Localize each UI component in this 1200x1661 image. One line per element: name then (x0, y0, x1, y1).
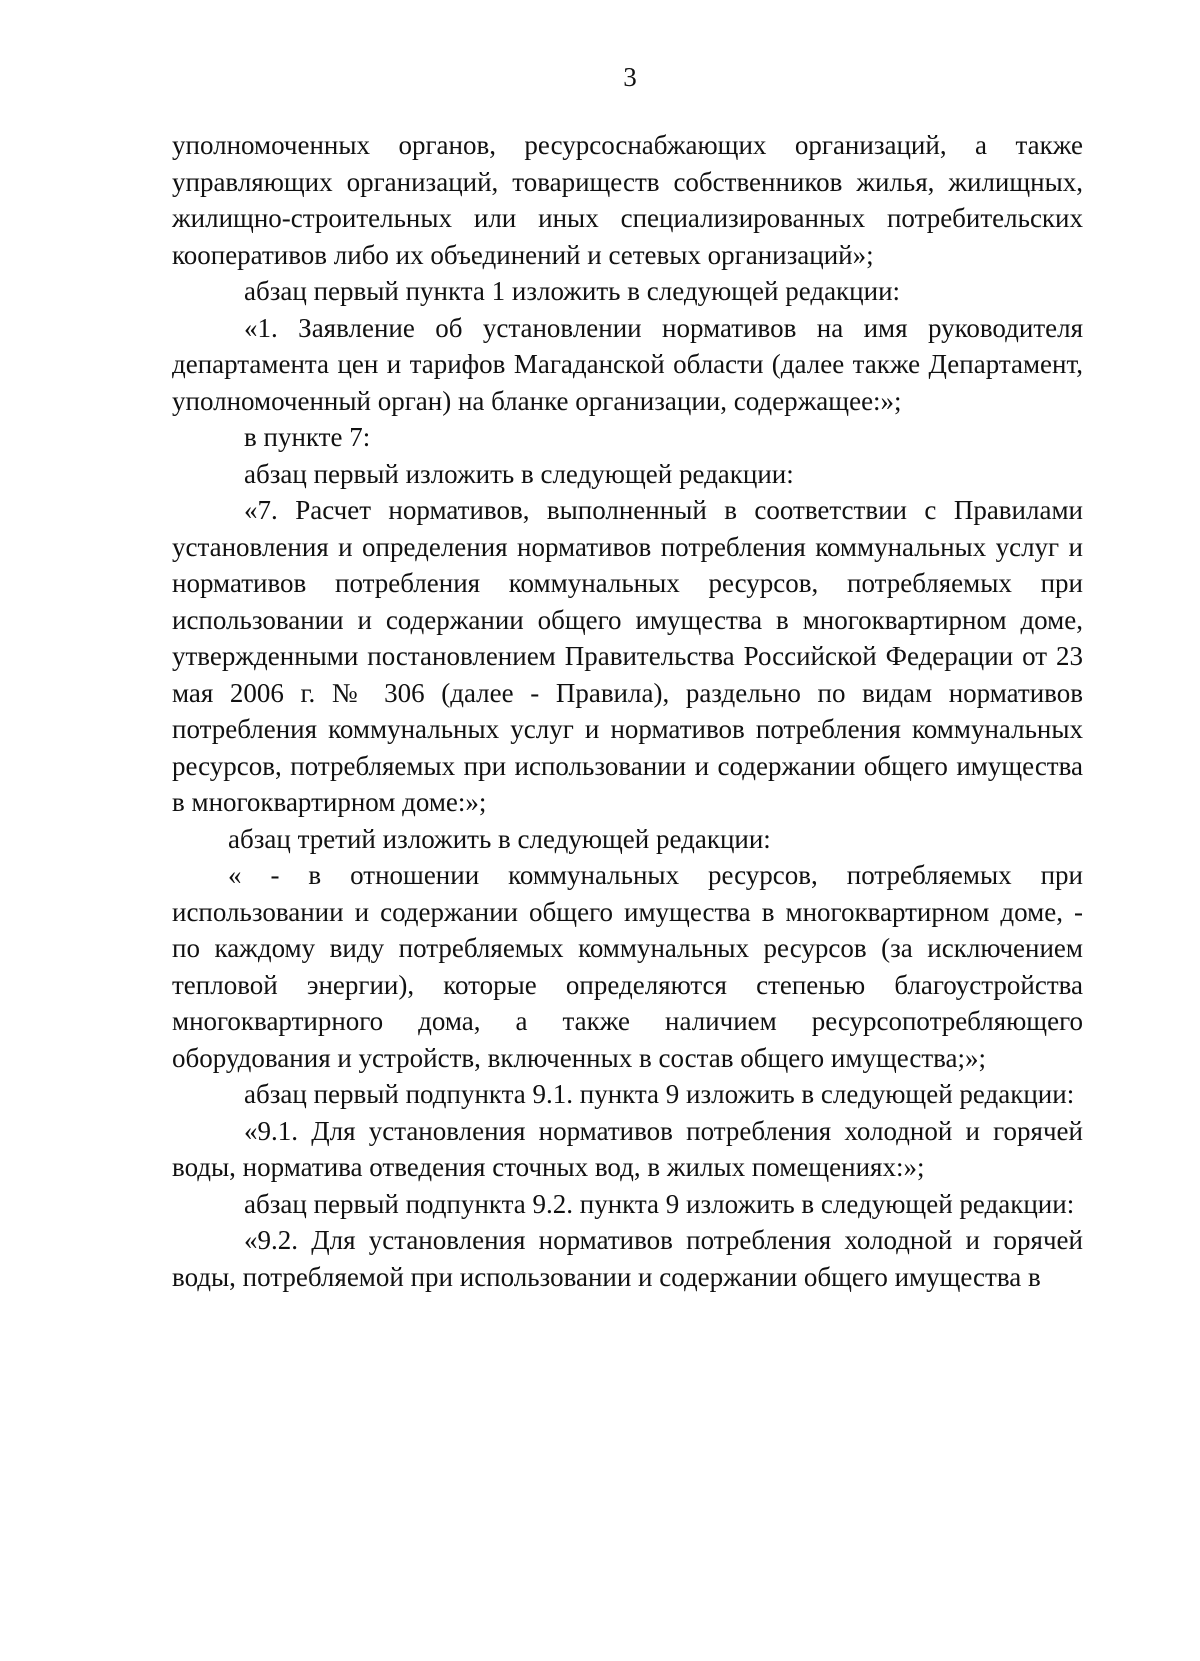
paragraph: «7. Расчет нормативов, выполненный в соответствии с Правилами установления и определения нормативов потребления коммунальных услуг и нормативов потребления коммунальных ресурсов, потребляемых при использовании и содержании общего имущества в многоквартирном доме, утвержденными постановлением Правительства Российской Федерации от 23 мая 2006 г. № 306 (далее - Правила), раздельно по видам нормативов потребления коммунальных услуг и нормативов потребления коммунальных ресурсов, потребляемых при использовании и содержании общего имущества в многоквартирном доме:»; (172, 495, 1083, 817)
paragraph: абзац первый пункта 1 изложить в следующей редакции: (244, 276, 901, 306)
paragraph: «1. Заявление об установлении нормативов на имя руководителя департамента цен и тарифов Магаданской области (далее также Департамент, уполномоченный орган) на бланке организации, содержащее:»; (172, 312, 1083, 416)
page-number: 3 (623, 62, 637, 92)
paragraph: абзац первый подпункта 9.2. пункта 9 изложить в следующей редакции: (244, 1188, 1075, 1219)
paragraph: абзац первый подпункта 9.1. пункта 9 изложить в следующей редакции: (244, 1079, 1075, 1109)
paragraph: «9.1. Для установления нормативов потребления холодной и горячей воды, норматива отведения сточных вод, в жилых помещениях:»; (172, 1115, 1083, 1182)
paragraph: « - в отношении коммунальных ресурсов, потребляемых при использовании и содержании общего имущества в многоквартирном доме, - по каждому виду потребляемых коммунальных ресурсов (за исключением тепловой энергии), которые определяются степенью благоустройства многоквартирного дома, а также наличием ресурсопотребляющего оборудования и устройств, включенных в состав общего имущества;»; (172, 860, 1083, 1073)
paragraph: в пункте 7: (244, 422, 371, 452)
paragraph: абзац первый изложить в следующей редакции: (244, 458, 794, 489)
document-body (172, 127, 1083, 1295)
paragraph: уполномоченных органов, ресурсоснабжающих организаций, а также управляющих организаций, товариществ собственников жилья, жилищных, жилищно-строительных или иных специализированных потребительских кооперативов либо их объединений и сетевых организаций»; (172, 130, 1083, 270)
paragraph: абзац третий изложить в следующей редакции: (228, 823, 771, 854)
paragraph: «9.2. Для установления нормативов потребления холодной и горячей воды, потребляемой при использовании и содержании общего имущества в (172, 1225, 1083, 1292)
